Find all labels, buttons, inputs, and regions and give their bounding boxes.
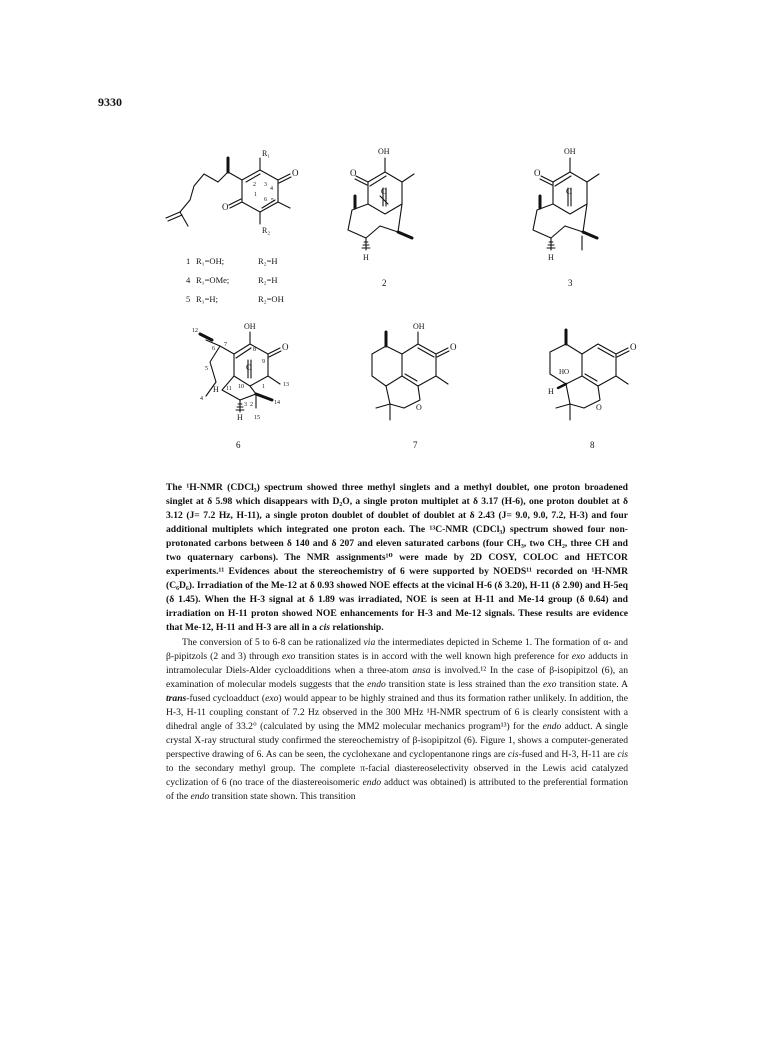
locant-3: 3: [264, 182, 267, 188]
text-run: to the secondary methyl group. The complete π-facial diastereoselectivity observed in the Lewis acid catalyzed cyclization of 6 (no trace of the diastereoisomeric: [166, 762, 628, 788]
legend-1-r2: R₂=H: [258, 256, 278, 266]
label-o-right: O: [292, 168, 299, 178]
locant-6b: 6: [212, 346, 215, 352]
structure-2: [348, 147, 414, 288]
italic-run: endo: [367, 678, 386, 690]
structure-6-oh: OH: [244, 322, 256, 331]
structure-1-4-5-legend: [186, 256, 284, 304]
nmr-description-end: relationship.: [330, 622, 384, 634]
structure-2-o1: O: [350, 168, 357, 178]
italic-run: exo: [281, 650, 296, 662]
body-text: [166, 481, 628, 804]
text-run: The conversion of 5 to 6-8 can be rationalized: [182, 636, 364, 648]
italic-run: ansa: [412, 664, 431, 676]
text-run: -fused and H-3, H-11 are: [518, 748, 618, 760]
label-r2: R₂: [262, 226, 271, 235]
text-run: -fused cycloadduct (: [186, 692, 266, 704]
structure-8-h: H: [548, 387, 554, 396]
italic-run: cis: [507, 748, 519, 760]
page-number: 9330: [98, 95, 122, 109]
italic-run: exo: [543, 678, 557, 690]
structure-7-oh: OH: [413, 322, 425, 331]
structure-2-o2: O: [381, 187, 387, 196]
locant-4b: 4: [200, 396, 203, 402]
structure-6-o1: O: [282, 342, 289, 352]
locant-1b: 1: [262, 384, 265, 390]
structure-2-oh: OH: [378, 147, 390, 156]
italic-run: endo: [190, 791, 210, 803]
structures-svg: [150, 138, 650, 468]
legend-5-number: 5: [186, 294, 191, 304]
locant-8: 8: [253, 347, 256, 353]
structure-8-ho: HO: [559, 368, 570, 376]
locant-2: 2: [253, 182, 256, 188]
locant-6: 6: [264, 197, 267, 203]
text-run: the intermediates depicted in Scheme 1. The formation of α- and β-pipitzols (2 and 3) through: [166, 636, 628, 662]
locant-10: 10: [238, 384, 244, 390]
locant-14: 14: [274, 400, 280, 406]
text-run: adduct. A single crystal X-ray structural study confirmed the stereochemistry of β-isopipitzol (6). Figure 1, shows a computer-generated perspective drawing of 6. As can be seen, the cyclohexane and cyclopentanone rings are: [166, 720, 629, 760]
text-run: transition states is in accord with the well known high preference for: [295, 650, 572, 662]
structure-6-h2: H: [237, 413, 243, 422]
structure-7: [372, 322, 457, 450]
structure-6-number: 6: [236, 440, 241, 450]
italic-run: exo: [265, 692, 279, 704]
legend-4-number: 4: [186, 275, 191, 285]
structure-6-o2: O: [246, 363, 252, 372]
locant-5: 5: [271, 198, 274, 204]
italic-run: endo: [362, 776, 382, 788]
structure-3-number: 3: [568, 278, 573, 288]
locant-3b: 3: [244, 402, 247, 408]
structure-2-number: 2: [382, 278, 387, 288]
paragraph-conversion: [166, 636, 628, 805]
italic-run: endo: [542, 720, 562, 732]
structure-2-h: H: [363, 253, 369, 262]
chemical-structures-figure: [150, 138, 650, 468]
locant-13: 13: [283, 382, 289, 388]
structure-7-number: 7: [413, 440, 418, 450]
locant-12: 12: [192, 328, 198, 334]
legend-1-r1: R₁=OH;: [196, 256, 225, 266]
locant-11: 11: [226, 386, 232, 392]
italic-cis: cis: [319, 622, 330, 634]
structure-7-o2: O: [416, 403, 422, 412]
italic-run: trans: [166, 692, 187, 704]
structure-8-o1: O: [630, 342, 637, 352]
structure-1-4-5: [166, 149, 299, 235]
structure-8-o2: O: [596, 403, 602, 412]
locant-4: 4: [270, 186, 273, 192]
structure-8: [548, 330, 637, 450]
italic-run: cis: [617, 748, 628, 760]
label-o-left: O: [222, 202, 229, 212]
structure-3: [533, 147, 599, 288]
structure-6: [192, 322, 289, 450]
text-run: transition state. A: [556, 678, 629, 690]
locant-9: 9: [262, 359, 265, 365]
structure-6-h1: H: [213, 385, 219, 394]
legend-5-r2: R₂=OH: [258, 294, 284, 304]
locant-5b: 5: [205, 366, 208, 372]
locant-1: 1: [254, 192, 257, 198]
locant-7: 7: [224, 342, 227, 348]
text-run: transition state is less strained than the: [385, 678, 544, 690]
text-run: adducts in intramolecular Diels-Alder cycloadditions when a three-atom: [166, 650, 628, 676]
nmr-description: The ¹H-NMR (CDCl₃) spectrum showed three methyl singlets and a methyl doublet, one proton broadened singlet at δ 5.98 which disappears with D₂O, a single proton multiplet at δ 3.17 (H-6), one proton doublet at δ 3.12 (J= 7.2 Hz, H-11), a single proton doublet of doublet of doublet at δ 2.43 (J= 9.0, 9.0, 7.2, H-3) and four additional multiplets which integrated one proton each. The ¹³C-NMR (CDCl₃) spectrum showed four non-protonated carbons between δ 140 and δ 207 and eleven saturated carbons (four CH₃, two CH₂, three CH and two quaternary carbons). The NMR assignments¹⁰ were made by 2D COSY, COLOC and HETCOR experiments.¹¹ Evidences about the stereochemistry of 6 were supported by NOEDS¹¹ recorded on ¹H-NMR (C₆D₆). Irradiation of the Me-12 at δ 0.93 showed NOE effects at the vicinal H-6 (δ 3.20), H-11 (δ 2.90) and H-5eq (δ 1.45). When the H-3 signal at δ 1.89 was irradiated, NOE is seen at H-11 and Me-14 group (δ 0.64) and irradiation on H-11 proton showed NOE enhancements for H-3 and Me-12 signals. These results are evidence that Me-12, H-11 and H-3 are all in a: [166, 482, 628, 634]
text-run: ) would appear to be highly strained and thus its formation rather unlikely. In addition, the H-3, H-11 coupling constant of 7.2 Hz observed in the 300 MHz ¹H-NMR spectrum of 6 is clearly consistent with a dihedral angle of 33.2° (calculated by using the MM2 molecular mechanics program¹³) for the: [166, 692, 628, 732]
legend-5-r1: R₁=H;: [196, 294, 218, 304]
structure-3-o2: O: [566, 187, 572, 196]
structure-3-h: H: [548, 253, 554, 262]
locant-2b: 2: [250, 402, 253, 408]
structure-3-oh: OH: [564, 147, 576, 156]
label-r1: R₁: [262, 149, 271, 158]
text-run: is involved.¹² In the case of β-isopipitzol (6), an examination of molecular models suggests that the: [166, 664, 628, 690]
structure-8-number: 8: [590, 440, 595, 450]
paragraph-nmr: [166, 481, 628, 636]
legend-1-number: 1: [186, 256, 191, 266]
italic-run: via: [363, 636, 376, 648]
legend-4-r1: R₁=OMe;: [196, 275, 230, 285]
structure-3-o1: O: [534, 168, 541, 178]
legend-4-r2: R₂=H: [258, 275, 278, 285]
structure-7-o1: O: [450, 342, 457, 352]
italic-run: exo: [571, 650, 586, 662]
text-run: adduct was obtained) is attributed to the preferential formation of the: [166, 776, 628, 803]
text-run: transition state shown. This transition: [209, 791, 356, 803]
locant-15: 15: [254, 415, 260, 421]
